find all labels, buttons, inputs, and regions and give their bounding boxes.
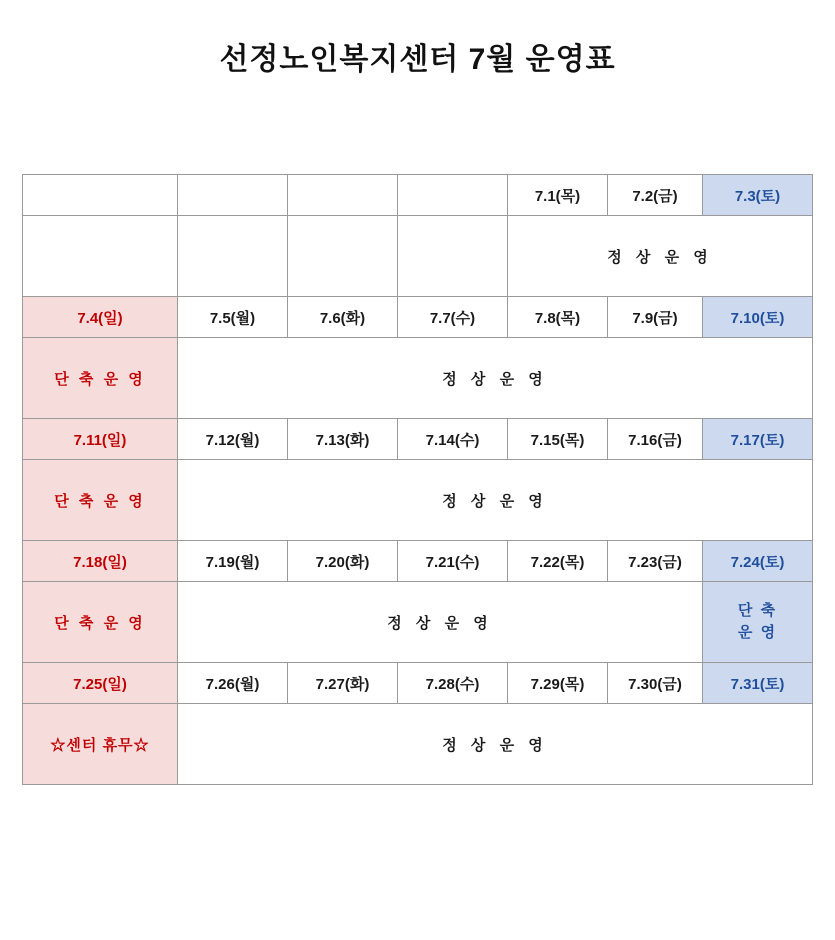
page-title: 선정노인복지센터 7월 운영표 (219, 43, 616, 76)
status-cell-week4-normal: 정 상 운 영 (178, 582, 703, 663)
status-cell-week2-normal: 정 상 운 영 (178, 338, 813, 419)
empty-cell (178, 216, 288, 297)
date-cell-7-2: 7.2(금) (608, 175, 703, 216)
date-cell-7-21: 7.21(수) (398, 541, 508, 582)
date-cell-7-3: 7.3(토) (703, 175, 813, 216)
date-cell-7-27: 7.27(화) (288, 663, 398, 704)
table-row (23, 175, 813, 216)
date-cell-7-15: 7.15(목) (508, 419, 608, 460)
date-cell-7-20: 7.20(화) (288, 541, 398, 582)
date-cell-7-18: 7.18(일) (23, 541, 178, 582)
empty-cell (288, 216, 398, 297)
date-cell-7-5: 7.5(월) (178, 297, 288, 338)
empty-cell (398, 216, 508, 297)
status-cell-week4-sunday: 단 축 운 영 (23, 582, 178, 663)
empty-cell (23, 216, 178, 297)
date-cell-7-1: 7.1(목) (508, 175, 608, 216)
status-cell-week4-saturday (703, 582, 813, 663)
status-cell-week1-normal: 정 상 운 영 (508, 216, 813, 297)
status-cell-week5-sunday-closed: ☆센터 휴무☆ (23, 704, 178, 785)
status-cell-week5-normal: 정 상 운 영 (178, 704, 813, 785)
date-cell-7-23: 7.23(금) (608, 541, 703, 582)
date-cell-7-25: 7.25(일) (23, 663, 178, 704)
status-cell-week3-sunday: 단 축 운 영 (23, 460, 178, 541)
date-cell-7-16: 7.16(금) (608, 419, 703, 460)
table-row (23, 216, 813, 297)
table-row (23, 582, 813, 663)
empty-cell (288, 175, 398, 216)
date-cell-7-30: 7.30(금) (608, 663, 703, 704)
calendar-table (22, 174, 813, 785)
date-cell-7-7: 7.7(수) (398, 297, 508, 338)
date-cell-7-22: 7.22(목) (508, 541, 608, 582)
date-cell-7-4: 7.4(일) (23, 297, 178, 338)
date-cell-7-17: 7.17(토) (703, 419, 813, 460)
date-cell-7-29: 7.29(목) (508, 663, 608, 704)
date-cell-7-14: 7.14(수) (398, 419, 508, 460)
status-cell-week3-normal: 정 상 운 영 (178, 460, 813, 541)
table-row (23, 460, 813, 541)
date-cell-7-24: 7.24(토) (703, 541, 813, 582)
status-cell-week2-sunday: 단 축 운 영 (23, 338, 178, 419)
table-row (23, 704, 813, 785)
date-cell-7-19: 7.19(월) (178, 541, 288, 582)
date-cell-7-12: 7.12(월) (178, 419, 288, 460)
shortened-line-1: 단 축 (737, 601, 778, 619)
empty-cell (398, 175, 508, 216)
shortened-line-2: 운 영 (737, 624, 778, 641)
empty-cell (23, 175, 178, 216)
date-cell-7-11: 7.11(일) (23, 419, 178, 460)
table-row (23, 419, 813, 460)
monthly-schedule-table (22, 174, 812, 785)
date-cell-7-28: 7.28(수) (398, 663, 508, 704)
table-row (23, 663, 813, 704)
date-cell-7-13: 7.13(화) (288, 419, 398, 460)
date-cell-7-8: 7.8(목) (508, 297, 608, 338)
empty-cell (178, 175, 288, 216)
table-row (23, 297, 813, 338)
table-row (23, 541, 813, 582)
table-row (23, 338, 813, 419)
date-cell-7-26: 7.26(월) (178, 663, 288, 704)
date-cell-7-6: 7.6(화) (288, 297, 398, 338)
date-cell-7-31: 7.31(토) (703, 663, 813, 704)
date-cell-7-10: 7.10(토) (703, 297, 813, 338)
date-cell-7-9: 7.9(금) (608, 297, 703, 338)
